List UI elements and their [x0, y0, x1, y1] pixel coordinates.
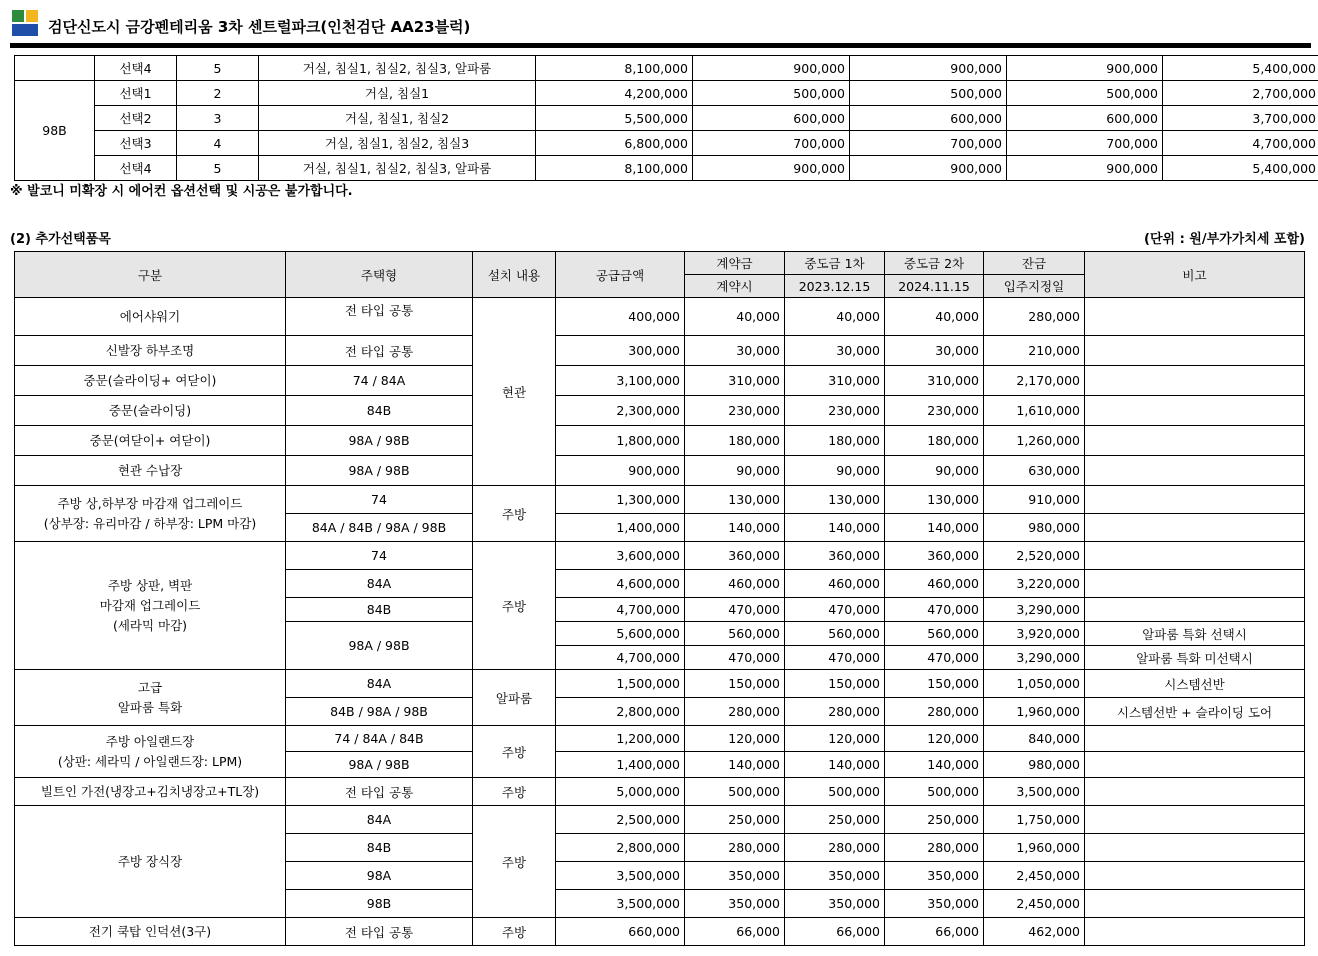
mid1-cell: 150,000 — [785, 670, 885, 698]
supply-cell: 1,200,000 — [556, 726, 685, 752]
remarks-cell — [1085, 456, 1305, 486]
remarks-cell — [1085, 918, 1305, 946]
remarks-cell — [1085, 834, 1305, 862]
house-type-cell: 84A / 84B / 98A / 98B — [286, 514, 473, 542]
supply-cell: 1,800,000 — [556, 426, 685, 456]
mid2-cell: 140,000 — [885, 514, 984, 542]
contract-cell: 250,000 — [685, 806, 785, 834]
remarks-cell — [1085, 778, 1305, 806]
option-cell: 선택4 — [95, 156, 177, 181]
mid1-cell: 500,000 — [850, 81, 1007, 106]
house-type-cell: 74 — [286, 486, 473, 514]
category-cell: 주방 상,하부장 마감재 업그레이드 (상부장: 유리마감 / 하부장: LPM 마감) — [15, 486, 286, 542]
house-type-cell: 98A / 98B — [286, 426, 473, 456]
category-cell: 주방 장식장 — [15, 806, 286, 918]
house-type-cell: 전 타입 공통 — [286, 918, 473, 946]
header-mid2-sub: 2024.11.15 — [885, 275, 984, 298]
house-type-cell: 98A / 98B — [286, 622, 473, 670]
table-row — [15, 670, 1305, 698]
header-supply: 공급금액 — [556, 252, 685, 298]
remarks-cell — [1085, 598, 1305, 622]
mid1-cell: 470,000 — [785, 646, 885, 670]
balance-cell: 2,700,000 — [1163, 81, 1318, 106]
contract-cell: 180,000 — [685, 426, 785, 456]
balance-cell: 3,220,000 — [984, 570, 1085, 598]
supply-cell: 4,700,000 — [556, 598, 685, 622]
remarks-cell — [1085, 726, 1305, 752]
contract-cell: 360,000 — [685, 542, 785, 570]
mid1-cell: 140,000 — [785, 752, 885, 778]
category-cell: 중문(여닫이+ 여닫이) — [15, 426, 286, 456]
remarks-cell — [1085, 862, 1305, 890]
balance-cell: 5,400,000 — [1163, 56, 1318, 81]
remarks-cell — [1085, 298, 1305, 336]
mid2-cell: 360,000 — [885, 542, 984, 570]
contract-cell: 600,000 — [693, 106, 850, 131]
mid1-cell: 30,000 — [785, 336, 885, 366]
supply-cell: 4,700,000 — [556, 646, 685, 670]
option-price-table — [14, 55, 1318, 181]
table-row — [15, 131, 1318, 156]
supply-cell: 4,600,000 — [556, 570, 685, 598]
supply-cell: 2,500,000 — [556, 806, 685, 834]
balance-cell: 3,290,000 — [984, 598, 1085, 622]
contract-cell: 280,000 — [685, 834, 785, 862]
mid2-cell: 350,000 — [885, 890, 984, 918]
balance-cell: 2,170,000 — [984, 366, 1085, 396]
option-cell: 선택2 — [95, 106, 177, 131]
mid2-cell: 150,000 — [885, 670, 984, 698]
mid1-cell: 120,000 — [785, 726, 885, 752]
category-cell: 주방 상판, 벽판 마감재 업그레이드 (세라믹 마감) — [15, 542, 286, 670]
mid1-cell: 140,000 — [785, 514, 885, 542]
balance-cell: 1,960,000 — [984, 834, 1085, 862]
mid2-cell: 66,000 — [885, 918, 984, 946]
category-cell: 전기 쿡탑 인덕션(3구) — [15, 918, 286, 946]
house-type-cell: 84B / 98A / 98B — [286, 698, 473, 726]
balance-cell: 280,000 — [984, 298, 1085, 336]
balance-cell: 5,400,000 — [1163, 156, 1318, 181]
supply-cell: 900,000 — [556, 456, 685, 486]
header-balance: 잔금 — [984, 252, 1085, 275]
remarks-cell: 알파룸 특화 미선택시 — [1085, 646, 1305, 670]
balance-cell: 3,700,000 — [1163, 106, 1318, 131]
document-header — [12, 8, 1308, 42]
mid1-cell: 130,000 — [785, 486, 885, 514]
mid1-cell: 310,000 — [785, 366, 885, 396]
balance-cell: 1,260,000 — [984, 426, 1085, 456]
mid1-cell: 350,000 — [785, 862, 885, 890]
category-cell: 신발장 하부조명 — [15, 336, 286, 366]
balance-cell: 1,750,000 — [984, 806, 1085, 834]
document-title: 검단신도시 금강펜테리움 3차 센트럴파크(인천검단 AA23블럭) — [48, 18, 471, 36]
remarks-cell — [1085, 514, 1305, 542]
supply-cell: 2,800,000 — [556, 834, 685, 862]
install-cell: 현관 — [473, 298, 556, 486]
mid2-cell: 280,000 — [885, 834, 984, 862]
balance-cell: 910,000 — [984, 486, 1085, 514]
rooms-cell: 4 — [177, 131, 259, 156]
balance-cell: 980,000 — [984, 514, 1085, 542]
house-type-cell: 98B — [15, 81, 95, 181]
mid1-cell: 900,000 — [850, 56, 1007, 81]
rooms-cell: 3 — [177, 106, 259, 131]
contract-cell: 280,000 — [685, 698, 785, 726]
section-title: (2) 추가선택품목 — [10, 232, 111, 247]
remarks-cell: 시스템선반 + 슬라이딩 도어 — [1085, 698, 1305, 726]
header-remarks: 비고 — [1085, 252, 1305, 298]
house-type-cell: 74 / 84A / 84B — [286, 726, 473, 752]
supply-cell: 300,000 — [556, 336, 685, 366]
contract-cell: 30,000 — [685, 336, 785, 366]
supply-cell: 5,600,000 — [556, 622, 685, 646]
supply-cell: 6,800,000 — [536, 131, 693, 156]
balance-cell: 2,450,000 — [984, 862, 1085, 890]
house-type-cell: 74 / 84A — [286, 366, 473, 396]
contract-cell: 470,000 — [685, 646, 785, 670]
option-cell: 선택1 — [95, 81, 177, 106]
balcony-note: ※ 발코니 미확장 시 에어컨 옵션선택 및 시공은 불가합니다. — [10, 184, 353, 199]
supply-cell: 3,100,000 — [556, 366, 685, 396]
remarks-cell — [1085, 752, 1305, 778]
balance-cell: 3,500,000 — [984, 778, 1085, 806]
mid1-cell: 180,000 — [785, 426, 885, 456]
supply-cell: 1,400,000 — [556, 514, 685, 542]
table-row — [15, 778, 1305, 806]
mid2-cell: 600,000 — [1007, 106, 1163, 131]
remarks-cell — [1085, 366, 1305, 396]
mid1-cell: 280,000 — [785, 834, 885, 862]
mid2-cell: 40,000 — [885, 298, 984, 336]
mid1-cell: 600,000 — [850, 106, 1007, 131]
category-cell: 고급 알파룸 특화 — [15, 670, 286, 726]
mid2-cell: 230,000 — [885, 396, 984, 426]
install-cell: 주방 — [473, 806, 556, 918]
table-row — [15, 426, 1305, 456]
mid2-cell: 140,000 — [885, 752, 984, 778]
mid1-cell: 230,000 — [785, 396, 885, 426]
category-cell: 에어샤워기 — [15, 298, 286, 336]
balance-cell: 630,000 — [984, 456, 1085, 486]
mid1-cell: 900,000 — [850, 156, 1007, 181]
header-contract: 계약금 — [685, 252, 785, 275]
remarks-cell — [1085, 396, 1305, 426]
mid2-cell: 310,000 — [885, 366, 984, 396]
contract-cell: 470,000 — [685, 598, 785, 622]
mid1-cell: 90,000 — [785, 456, 885, 486]
contract-cell: 140,000 — [685, 514, 785, 542]
balance-cell: 840,000 — [984, 726, 1085, 752]
mid1-cell: 66,000 — [785, 918, 885, 946]
remarks-cell: 알파룸 특화 선택시 — [1085, 622, 1305, 646]
rooms-cell: 2 — [177, 81, 259, 106]
contract-cell: 350,000 — [685, 862, 785, 890]
table-row — [15, 298, 1305, 336]
supply-cell: 8,100,000 — [536, 156, 693, 181]
header-house-type: 주택형 — [286, 252, 473, 298]
supply-cell: 8,100,000 — [536, 56, 693, 81]
install-cell: 주방 — [473, 542, 556, 670]
mid2-cell: 460,000 — [885, 570, 984, 598]
mid1-cell: 250,000 — [785, 806, 885, 834]
contract-cell: 900,000 — [693, 56, 850, 81]
table-row — [15, 542, 1305, 570]
category-cell: 빌트인 가전(냉장고+김치냉장고+TL장) — [15, 778, 286, 806]
remarks-cell — [1085, 426, 1305, 456]
table-row — [15, 486, 1305, 514]
logo-icon — [12, 10, 38, 36]
balance-cell: 1,050,000 — [984, 670, 1085, 698]
install-cell: 주방 — [473, 778, 556, 806]
contract-cell: 500,000 — [693, 81, 850, 106]
remarks-cell — [1085, 890, 1305, 918]
balance-cell: 210,000 — [984, 336, 1085, 366]
unit-note: (단위 : 원/부가가치세 포함) — [1144, 232, 1305, 247]
mid2-cell: 280,000 — [885, 698, 984, 726]
table-row — [15, 56, 1318, 81]
mid1-cell: 360,000 — [785, 542, 885, 570]
contract-cell: 350,000 — [685, 890, 785, 918]
mid1-cell: 40,000 — [785, 298, 885, 336]
balance-cell: 3,920,000 — [984, 622, 1085, 646]
house-type-cell: 84A — [286, 570, 473, 598]
header-contract-sub: 계약시 — [685, 275, 785, 298]
supply-cell: 2,800,000 — [556, 698, 685, 726]
install-cell: 주방 — [473, 918, 556, 946]
supply-cell: 3,500,000 — [556, 890, 685, 918]
table-row — [15, 806, 1305, 834]
house-type-cell: 84B — [286, 598, 473, 622]
mid2-cell: 180,000 — [885, 426, 984, 456]
category-cell: 중문(슬라이딩) — [15, 396, 286, 426]
table-row — [15, 81, 1318, 106]
contract-cell: 140,000 — [685, 752, 785, 778]
install-cell: 알파룸 — [473, 670, 556, 726]
mid1-cell: 700,000 — [850, 131, 1007, 156]
table-row — [15, 456, 1305, 486]
header-mid1-sub: 2023.12.15 — [785, 275, 885, 298]
mid1-cell: 280,000 — [785, 698, 885, 726]
mid2-cell: 500,000 — [1007, 81, 1163, 106]
supply-cell: 1,400,000 — [556, 752, 685, 778]
house-type-cell: 98A / 98B — [286, 752, 473, 778]
balance-cell: 1,960,000 — [984, 698, 1085, 726]
remarks-cell — [1085, 542, 1305, 570]
option-cell: 선택4 — [95, 56, 177, 81]
header-divider — [10, 43, 1311, 48]
mid2-cell: 90,000 — [885, 456, 984, 486]
supply-cell: 660,000 — [556, 918, 685, 946]
supply-cell: 3,500,000 — [556, 862, 685, 890]
house-type-cell: 전 타입 공통 — [286, 778, 473, 806]
house-type-cell: 98A / 98B — [286, 456, 473, 486]
house-type-cell: 전 타입 공통 — [286, 336, 473, 366]
header-category: 구분 — [15, 252, 286, 298]
house-type-cell: 74 — [286, 542, 473, 570]
supply-cell: 5,000,000 — [556, 778, 685, 806]
header-balance-sub: 입주지정일 — [984, 275, 1085, 298]
supply-cell: 1,300,000 — [556, 486, 685, 514]
house-type-cell: 98B — [286, 890, 473, 918]
supply-cell: 400,000 — [556, 298, 685, 336]
install-cell: 주방 — [473, 726, 556, 778]
house-type-cell — [15, 56, 95, 81]
house-type-cell: 98A — [286, 862, 473, 890]
mid1-cell: 350,000 — [785, 890, 885, 918]
balance-cell: 462,000 — [984, 918, 1085, 946]
header-mid2: 중도금 2차 — [885, 252, 984, 275]
additional-options-table — [14, 251, 1305, 946]
mid1-cell: 470,000 — [785, 598, 885, 622]
mid2-cell: 250,000 — [885, 806, 984, 834]
contract-cell: 700,000 — [693, 131, 850, 156]
option-cell: 선택3 — [95, 131, 177, 156]
mid2-cell: 470,000 — [885, 598, 984, 622]
description-cell: 거실, 침실1 — [259, 81, 536, 106]
balance-cell: 2,520,000 — [984, 542, 1085, 570]
table-row — [15, 396, 1305, 426]
supply-cell: 5,500,000 — [536, 106, 693, 131]
mid1-cell: 560,000 — [785, 622, 885, 646]
table-row — [15, 156, 1318, 181]
house-type-cell: 전 타입 공통 — [286, 298, 473, 336]
contract-cell: 130,000 — [685, 486, 785, 514]
mid2-cell: 30,000 — [885, 336, 984, 366]
rooms-cell: 5 — [177, 156, 259, 181]
contract-cell: 900,000 — [693, 156, 850, 181]
mid2-cell: 350,000 — [885, 862, 984, 890]
mid2-cell: 130,000 — [885, 486, 984, 514]
table-row — [15, 336, 1305, 366]
contract-cell: 560,000 — [685, 622, 785, 646]
description-cell: 거실, 침실1, 침실2, 침실3, 알파룸 — [259, 156, 536, 181]
balance-cell: 980,000 — [984, 752, 1085, 778]
supply-cell: 2,300,000 — [556, 396, 685, 426]
mid2-cell: 700,000 — [1007, 131, 1163, 156]
mid2-cell: 560,000 — [885, 622, 984, 646]
house-type-cell: 84B — [286, 834, 473, 862]
contract-cell: 460,000 — [685, 570, 785, 598]
contract-cell: 310,000 — [685, 366, 785, 396]
mid2-cell: 120,000 — [885, 726, 984, 752]
contract-cell: 40,000 — [685, 298, 785, 336]
contract-cell: 500,000 — [685, 778, 785, 806]
contract-cell: 90,000 — [685, 456, 785, 486]
house-type-cell: 84A — [286, 806, 473, 834]
mid2-cell: 900,000 — [1007, 156, 1163, 181]
description-cell: 거실, 침실1, 침실2, 침실3 — [259, 131, 536, 156]
header-install: 설치 내용 — [473, 252, 556, 298]
description-cell: 거실, 침실1, 침실2 — [259, 106, 536, 131]
balance-cell: 1,610,000 — [984, 396, 1085, 426]
contract-cell: 120,000 — [685, 726, 785, 752]
mid2-cell: 470,000 — [885, 646, 984, 670]
remarks-cell — [1085, 486, 1305, 514]
description-cell: 거실, 침실1, 침실2, 침실3, 알파룸 — [259, 56, 536, 81]
header-mid1: 중도금 1차 — [785, 252, 885, 275]
table-row — [15, 366, 1305, 396]
mid2-cell: 500,000 — [885, 778, 984, 806]
contract-cell: 150,000 — [685, 670, 785, 698]
supply-cell: 1,500,000 — [556, 670, 685, 698]
category-cell: 현관 수납장 — [15, 456, 286, 486]
balance-cell: 4,700,000 — [1163, 131, 1318, 156]
contract-cell: 66,000 — [685, 918, 785, 946]
rooms-cell: 5 — [177, 56, 259, 81]
table-row — [15, 726, 1305, 752]
table-row — [15, 106, 1318, 131]
remarks-cell — [1085, 336, 1305, 366]
balance-cell: 2,450,000 — [984, 890, 1085, 918]
house-type-cell: 84A — [286, 670, 473, 698]
remarks-cell — [1085, 806, 1305, 834]
mid1-cell: 500,000 — [785, 778, 885, 806]
category-cell: 주방 아일랜드장 (상판: 세라믹 / 아일랜드장: LPM) — [15, 726, 286, 778]
mid2-cell: 900,000 — [1007, 56, 1163, 81]
install-cell: 주방 — [473, 486, 556, 542]
category-cell: 중문(슬라이딩+ 여닫이) — [15, 366, 286, 396]
supply-cell: 4,200,000 — [536, 81, 693, 106]
remarks-cell — [1085, 570, 1305, 598]
balance-cell: 3,290,000 — [984, 646, 1085, 670]
table-row — [15, 918, 1305, 946]
remarks-cell: 시스템선반 — [1085, 670, 1305, 698]
mid1-cell: 460,000 — [785, 570, 885, 598]
supply-cell: 3,600,000 — [556, 542, 685, 570]
contract-cell: 230,000 — [685, 396, 785, 426]
house-type-cell: 84B — [286, 396, 473, 426]
